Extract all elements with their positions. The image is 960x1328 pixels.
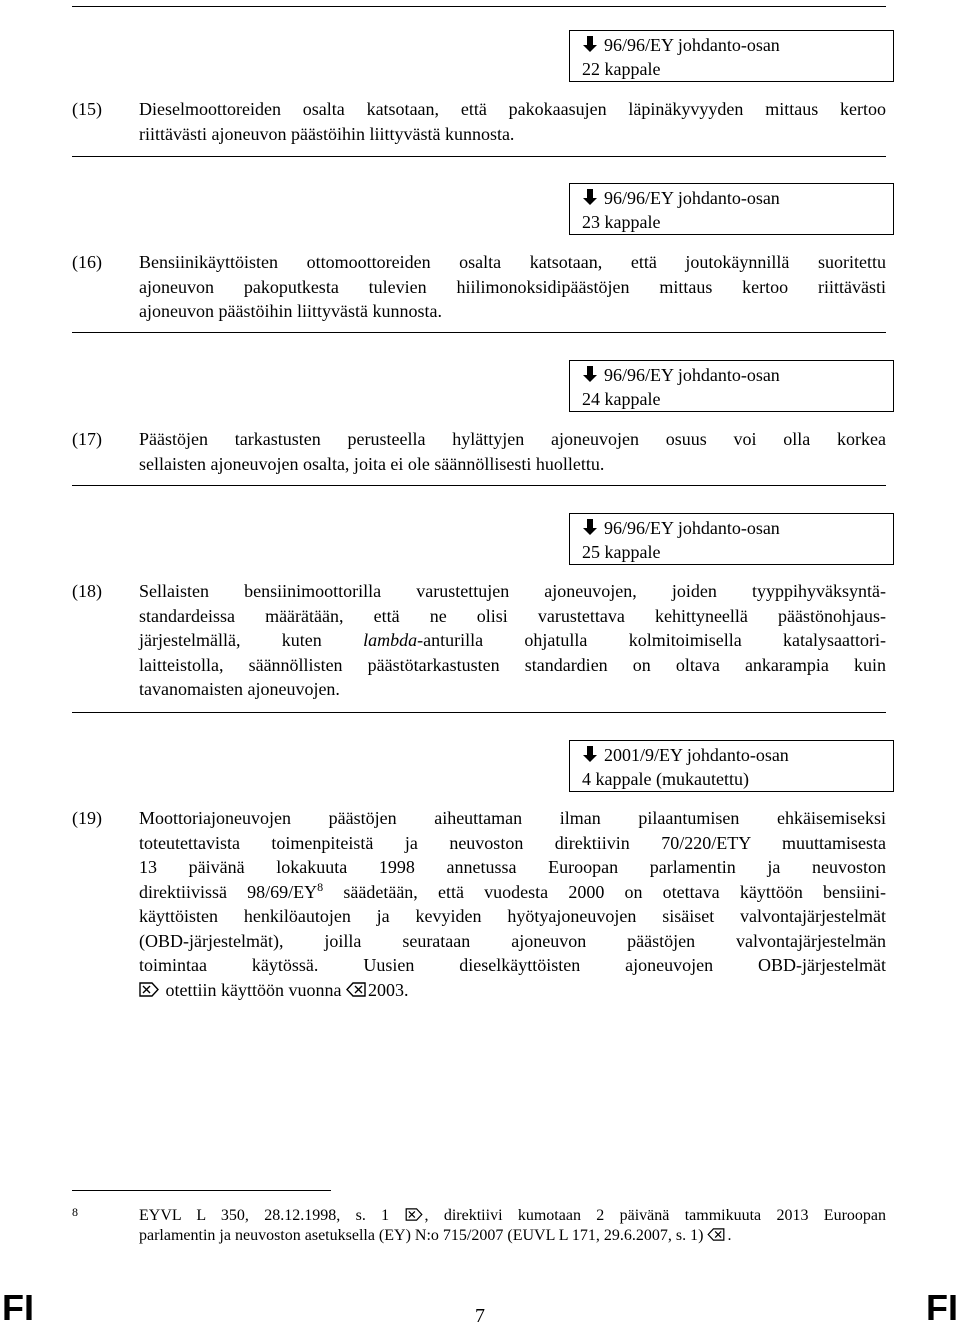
source-reference-box — [569, 740, 894, 792]
text-fragment: direktiivissä 98/69/EY — [139, 881, 318, 902]
insert-start-icon — [405, 1208, 423, 1221]
text-line — [139, 978, 886, 1003]
source-reference-box — [569, 360, 894, 412]
text-line: Dieselmoottoreiden osalta katsotaan, että pakokaasujen läpinäkyvyyden mittaus kertoo — [139, 99, 886, 119]
recital-number: (16) — [72, 252, 102, 272]
source-reference-box — [569, 183, 894, 235]
ref-line-2: 23 kappale — [582, 212, 661, 232]
recital-15 — [72, 97, 886, 146]
down-arrow-icon — [582, 518, 598, 536]
text-fragment: -anturilla ohjatulla kolmitoimisella katalysaattori- — [417, 630, 886, 650]
text-line — [139, 1206, 886, 1226]
italic-term: lambda — [363, 630, 418, 650]
text-line: toteutettavista toimenpiteistä ja neuvoston direktiivin 70/220/ETY muuttamisesta — [139, 832, 886, 853]
recital-17 — [72, 427, 886, 476]
text-line: Moottoriajoneuvojen päästöjen aiheuttaman ilman pilaantumisen ehkäisemiseksi — [139, 808, 886, 828]
text-fragment: EYVL L 350, 28.12.1998, s. 1 — [139, 1207, 390, 1224]
ref-line-1: 96/96/EY johdanto-osan — [604, 518, 780, 538]
text-fragment: , direktiivi kumotaan 2 päivänä tammikuuta 2013 Euroopan — [424, 1207, 887, 1224]
footnote-rule — [72, 1190, 331, 1191]
ref-line-2: 4 kappale (mukautettu) — [582, 769, 749, 789]
ref-line-2: 22 kappale — [582, 59, 661, 79]
text-line: laitteistolla, säännöllisten päästötarkastusten standardien on oltava ankarampia kuin — [139, 654, 886, 675]
recital-19 — [72, 806, 886, 1002]
text-line: 13 päivänä lokakuuta 1998 annetussa Euroopan parlamentin ja neuvoston — [139, 857, 886, 877]
page-number: 7 — [475, 1305, 485, 1327]
recital-16 — [72, 250, 886, 324]
language-code-right: FI — [926, 1287, 958, 1328]
text-line: (OBD-järjestelmät), joilla seurataan ajoneuvon päästöjen valvontajärjestelmän — [139, 930, 886, 951]
text-line: käyttöisten henkilöautojen ja kevyiden hyötyajoneuvojen sisäiset valvontajärjestelmät — [139, 906, 886, 926]
text-line: Bensiinikäyttöisten ottomoottoreiden osalta katsotaan, että joutokäynnillä suoritettu — [139, 252, 886, 272]
down-arrow-icon — [582, 188, 598, 206]
down-arrow-icon — [582, 745, 598, 763]
section-rule — [72, 332, 886, 333]
text-line: Sellaisten bensiinimoottorilla varustettujen ajoneuvojen, joiden tyyppihyväksyntä- — [139, 581, 886, 601]
text-line: ajoneuvon päästöihin liittyvästä kunnosta. — [139, 301, 442, 321]
top-rule — [72, 6, 886, 7]
insert-end-icon — [707, 1228, 725, 1241]
text-line — [139, 628, 886, 653]
ref-line-1: 96/96/EY johdanto-osan — [604, 35, 780, 55]
text-line: standardeissa määrätään, että ne olisi varustettava kehittyneellä päästönohjaus- — [139, 605, 886, 626]
recital-18 — [72, 579, 886, 702]
recital-number: (18) — [72, 581, 102, 601]
text-line: Päästöjen tarkastusten perusteella hylättyjen ajoneuvojen osuus voi olla korkea — [139, 429, 886, 449]
text-fragment: 2003. — [367, 979, 409, 1000]
ref-line-1: 96/96/EY johdanto-osan — [604, 188, 780, 208]
text-line: toimintaa käytössä. Uusien dieselkäyttöisten ajoneuvojen OBD-järjestelmät — [139, 955, 886, 975]
source-reference-box — [569, 30, 894, 82]
footnote-number: 8 — [72, 1205, 78, 1219]
recital-number: (15) — [72, 99, 102, 119]
recital-number: (17) — [72, 429, 102, 449]
section-rule — [72, 156, 886, 157]
ref-line-1: 96/96/EY johdanto-osan — [604, 365, 780, 385]
recital-number: (19) — [72, 808, 102, 828]
text-line: tavanomaisten ajoneuvojen. — [139, 679, 340, 699]
text-fragment: säädetään, että vuodesta 2000 on otettava käyttöön bensiini- — [323, 881, 887, 902]
text-line — [139, 1226, 886, 1246]
text-fragment: otettiin käyttöön vuonna — [165, 979, 342, 1000]
down-arrow-icon — [582, 35, 598, 53]
insert-end-icon — [346, 982, 366, 997]
footnote-reference[interactable]: 8 — [317, 879, 324, 894]
footnote — [72, 1206, 886, 1246]
text-fragment: . — [727, 1227, 732, 1244]
language-code-left: FI — [2, 1287, 34, 1328]
text-line: sellaisten ajoneuvojen osalta, joita ei ole säännöllisesti huollettu. — [139, 453, 605, 474]
text-line: riittävästi ajoneuvon päästöihin liittyvästä kunnosta. — [139, 123, 515, 144]
section-rule — [72, 485, 886, 486]
ref-line-2: 25 kappale — [582, 542, 661, 562]
text-fragment: parlamentin ja neuvoston asetuksella (EY) N:o 715/2007 (EUVL L 171, 29.6.2007, s. 1) — [139, 1227, 704, 1244]
text-line — [139, 880, 886, 905]
section-rule — [72, 712, 886, 713]
text-line: ajoneuvon pakoputkesta tulevien hiilimonoksidipäästöjen mittaus kertoo riittävästi — [139, 276, 886, 297]
source-reference-box — [569, 513, 894, 565]
text-fragment: järjestelmällä, kuten — [139, 630, 364, 650]
ref-line-1: 2001/9/EY johdanto-osan — [604, 745, 789, 765]
ref-line-2: 24 kappale — [582, 389, 661, 409]
insert-start-icon — [139, 982, 159, 997]
down-arrow-icon — [582, 365, 598, 383]
